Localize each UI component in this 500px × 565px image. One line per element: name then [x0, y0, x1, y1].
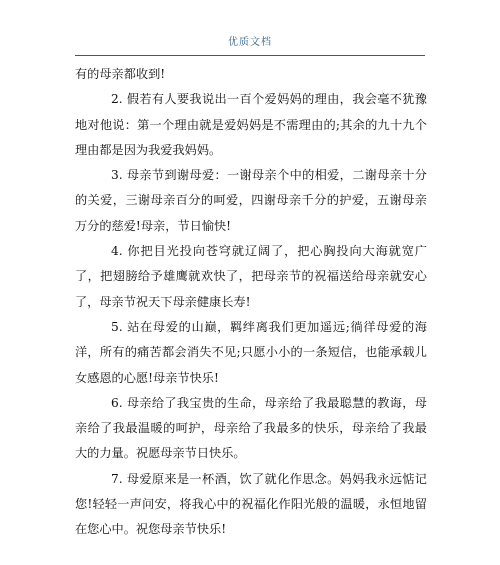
- paragraph-5: 5. 站在母爱的山巅，羁绊离我们更加遥远;徜徉母爱的海洋，所有的痛苦都会消失不见;只愿小小的一条短信，也能承载儿女感恩的心愿!母亲节快乐!: [75, 319, 427, 385]
- paragraph-2: 2. 假若有人要我说出一百个爱妈妈的理由，我会毫不犹豫地对他说：第一个理由就是爱妈妈是不需理由的;其余的九十九个理由都是因为我爱我妈妈。: [75, 92, 427, 157]
- paragraph-1: 有的母亲都收到!: [75, 67, 166, 81]
- header-divider: [75, 55, 425, 56]
- paragraph-6: 6. 母亲给了我宝贵的生命，母亲给了我最聪慧的教诲，母亲给了我最温暖的呵护，母亲给了我最多的快乐，母亲给了我最大的力量。祝愿母亲节日快乐。: [75, 395, 427, 461]
- document-body: [75, 62, 427, 543]
- paragraph-7: 7. 母爱原来是一杯酒，饮了就化作思念。妈妈我永远惦记您!轻轻一声问安，将我心中的祝福化作阳光般的温暖，永恒地留在您心中。祝您母亲节快乐!: [75, 471, 427, 537]
- paragraph-4: 4. 你把目光投向苍穹就辽阔了，把心胸投向大海就宽广了，把翅膀给予雄鹰就欢快了，把母亲节的祝福送给母亲就安心了，母亲节祝天下母亲健康长寿!: [75, 244, 427, 309]
- paragraph-3: 3. 母亲节到谢母爱：一谢母亲个中的相爱，二谢母亲十分的关爱，三谢母亲百分的呵爱，四谢母亲千分的护爱，五谢母亲万分的慈爱!母亲，节日愉快!: [75, 168, 427, 233]
- page-header-title: 优质文档: [228, 37, 272, 48]
